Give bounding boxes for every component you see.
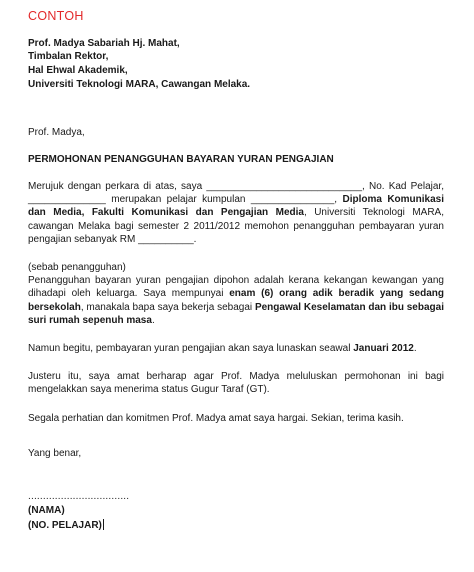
signature-name: (NAMA) bbox=[28, 505, 65, 517]
paragraph-payment-text-1: Namun begitu, pembayaran yuran pengajian akan saya lunaskan seawal bbox=[28, 342, 354, 354]
signature-student-no: (NO. PELAJAR) bbox=[28, 519, 102, 531]
signoff: Yang benar, bbox=[28, 447, 82, 459]
recipient-department: Hal Ehwal Akademik, bbox=[28, 65, 128, 77]
paragraph-payment-date: Januari 2012 bbox=[353, 342, 414, 354]
paragraph-reason bbox=[28, 274, 444, 327]
paragraph-intro-program: Diploma Komunikasi dan Media, Fakulti Komunikasi dan Pengajian Media bbox=[28, 194, 444, 219]
paragraph-request: Justeru itu, saya amat berharap agar Prof. Madya meluluskan permohonan ini bagi mengelakkan saya menerima status Gugur Taraf (GT). bbox=[28, 371, 444, 396]
example-label: CONTOH bbox=[28, 9, 84, 23]
signature-student-no-row bbox=[28, 519, 444, 534]
paragraph-reason-parents: Pengawal Keselamatan dan ibu sebagai suri rumah sepenuh masa bbox=[28, 301, 444, 326]
recipient-institution: Universiti Teknologi MARA, Cawangan Melaka. bbox=[28, 78, 251, 90]
signature-line: .................................. bbox=[28, 490, 130, 502]
paragraph-payment bbox=[28, 342, 444, 355]
paragraph-intro-text-2: , Universiti Teknologi MARA, cawangan Melaka bagi semester 2 2011/2012 memohon penangguhan pembayaran yuran pengajian sebanyak RM __________. bbox=[28, 207, 444, 245]
paragraph-reason-siblings: enam (6) orang adik beradik yang sedang bersekolah bbox=[28, 288, 444, 313]
paragraph-intro bbox=[28, 180, 444, 246]
salutation: Prof. Madya, bbox=[28, 126, 85, 138]
text-cursor bbox=[103, 519, 104, 530]
recipient-address bbox=[28, 37, 444, 92]
recipient-title: Timbalan Rektor, bbox=[28, 51, 109, 63]
reason-tag: (sebab penangguhan) bbox=[28, 262, 126, 273]
paragraph-payment-text-2: . bbox=[413, 342, 417, 354]
paragraph-reason-text-3: . bbox=[151, 314, 155, 326]
paragraph-reason-text-2: , manakala bapa saya bekerja sebagai bbox=[80, 301, 255, 313]
paragraph-intro-text-1: Merujuk dengan perkara di atas, saya ____________________________, No. Kad Pelajar, ______________ merupakan pelajar kumpulan _______________, bbox=[28, 181, 444, 206]
paragraph-reason-text-1: Penangguhan bayaran yuran pengajian dipohon adalah kerana kekangan kewangan yang dihadapi oleh keluarga. Saya mempunyai bbox=[28, 275, 444, 300]
letter-subject: PERMOHONAN PENANGGUHAN BAYARAN YURAN PENGAJIAN bbox=[28, 153, 334, 165]
recipient-name: Prof. Madya Sabariah Hj. Mahat, bbox=[28, 37, 180, 49]
signature-block bbox=[28, 490, 444, 534]
paragraph-closing: Segala perhatian dan komitmen Prof. Madya amat saya hargai. Sekian, terima kasih. bbox=[28, 412, 404, 424]
